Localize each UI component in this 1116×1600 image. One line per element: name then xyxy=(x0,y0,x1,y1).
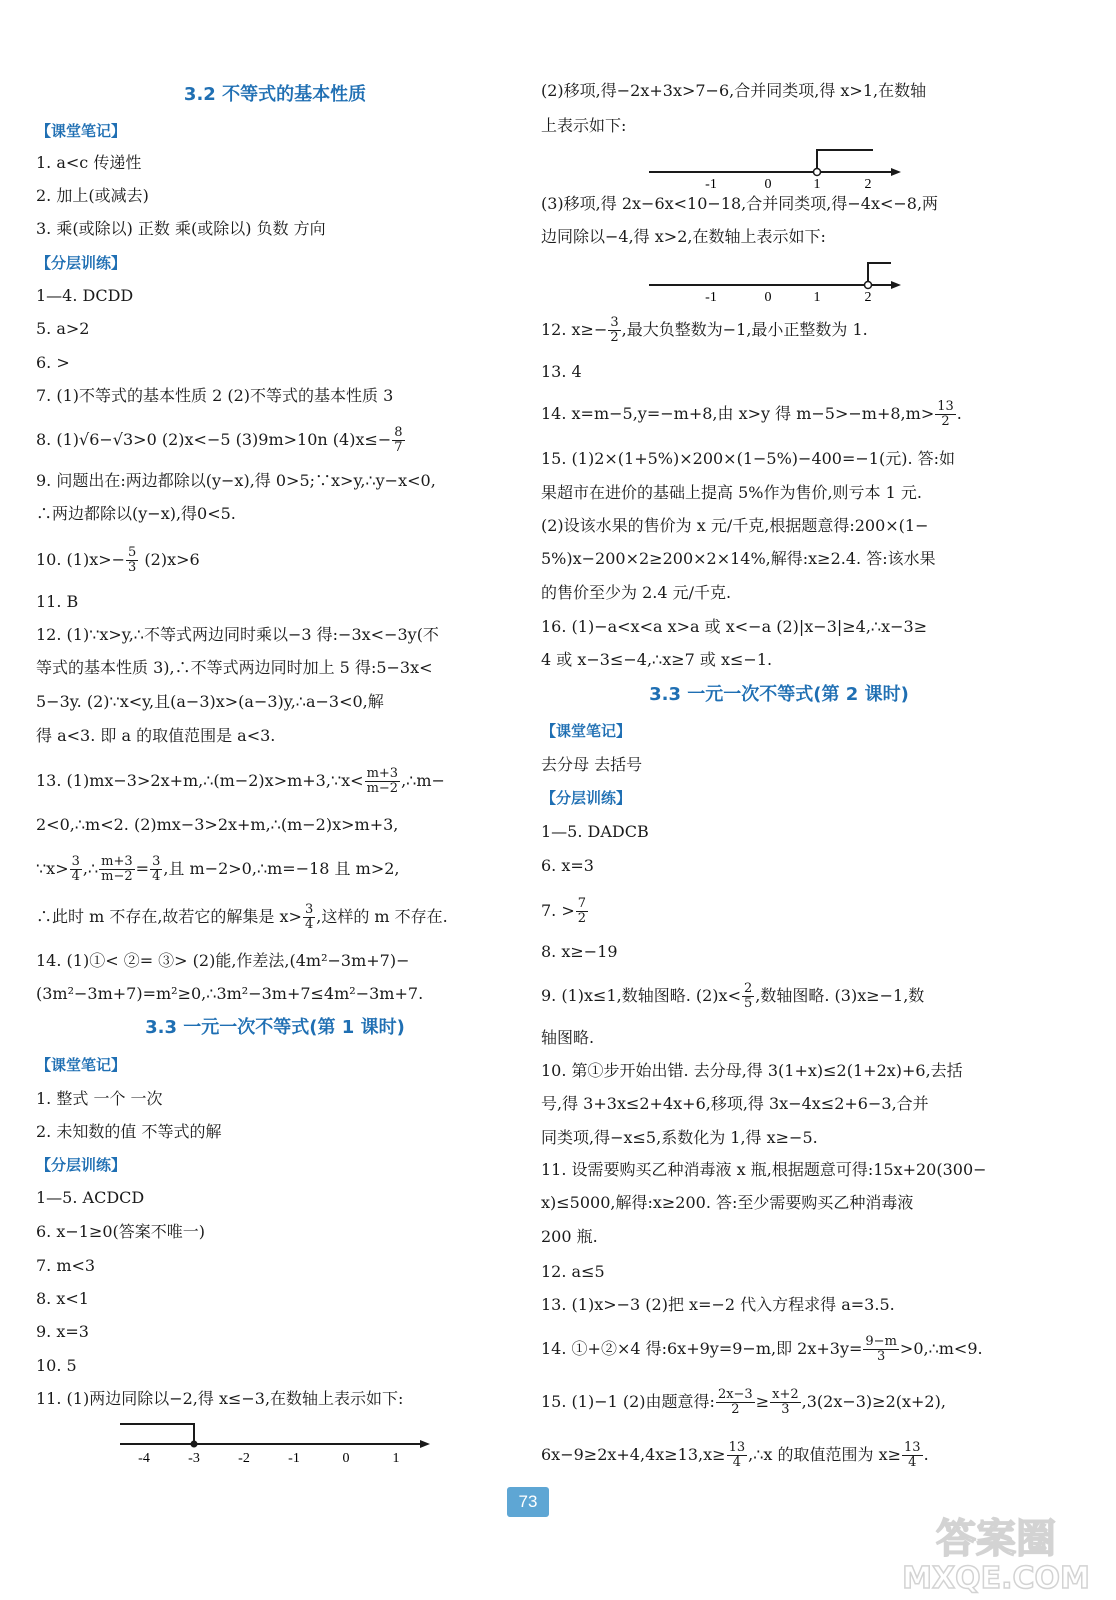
answer-line: 5%)x−200×2≥200×2×14%,解得:x≥2.4. 答:该水果 xyxy=(541,549,936,568)
answer-line xyxy=(36,855,514,884)
fraction xyxy=(770,1388,801,1417)
tick-label: 0 xyxy=(764,290,772,305)
fraction xyxy=(99,855,135,884)
denominator: 4 xyxy=(71,869,80,884)
numerator: 2x−3 xyxy=(717,1387,753,1402)
answer-line: 8. x<1 xyxy=(36,1289,89,1308)
text: ,∴m− xyxy=(401,771,445,790)
fraction xyxy=(935,400,956,429)
fraction xyxy=(392,426,404,455)
text: ,这样的 m 不存在. xyxy=(316,907,448,926)
heading-class-notes: 【课堂笔记】 xyxy=(36,122,127,140)
answer-line: 去分母 去括号 xyxy=(541,755,643,774)
denominator: 3 xyxy=(128,560,137,575)
answer-line xyxy=(36,546,514,575)
text: ≥ xyxy=(755,1392,770,1411)
text: 14. ①+②×4 得:6x+9y=9−m,即 2x+3y= xyxy=(541,1339,863,1358)
watermark-bottom: MXQE.COM xyxy=(902,1561,1090,1596)
answer-line xyxy=(541,1441,1017,1470)
heading-layered-training: 【分层训练】 xyxy=(541,789,632,807)
denominator: 2 xyxy=(731,1402,740,1417)
page-number: 73 xyxy=(507,1487,549,1517)
answer-line: 7. m<3 xyxy=(36,1256,96,1275)
answer-line: 16. (1)−a<x<a x>a 或 x<−a (2)|x−3|≥4,∴x−3≥ xyxy=(541,617,928,636)
answer-line: 5. a>2 xyxy=(36,319,90,338)
tick-label: 1 xyxy=(392,1451,400,1466)
fraction xyxy=(716,1388,755,1417)
denominator: 5 xyxy=(743,996,753,1011)
tick-label: -2 xyxy=(238,1451,250,1466)
answer-line xyxy=(541,400,1017,429)
tick-label: 1 xyxy=(813,290,821,305)
numerator: 3 xyxy=(71,854,80,869)
text: 14. x=m−5,y=−m+8,由 x>y 得 m−5>−m+8,m> xyxy=(541,404,935,423)
tick-label: -3 xyxy=(188,1451,200,1466)
fraction xyxy=(902,1441,923,1470)
answer-line: (3m²−3m+7)=m²≥0,∴3m²−3m+7≤4m²−3m+7. xyxy=(36,984,424,1003)
answer-line: 1—4. DCDD xyxy=(36,286,134,305)
fraction xyxy=(303,903,315,932)
answer-line xyxy=(541,982,1017,1011)
denominator: m−2 xyxy=(101,869,133,884)
answer-line: 12. a≤5 xyxy=(541,1262,605,1281)
section-title-3-3-lesson1: 3.3 一元一次不等式(第 1 课时) xyxy=(145,1017,405,1038)
answer-line: 2. 加上(或减去) xyxy=(36,186,149,205)
answer-line: 11. (1)两边同除以−2,得 x≤−3,在数轴上表示如下: xyxy=(36,1389,404,1408)
text: 10. (1)x>− xyxy=(36,550,126,569)
denominator: 4 xyxy=(732,1455,741,1470)
number-line-x-le-neg3 xyxy=(36,1416,436,1466)
answer-line: 等式的基本性质 3),∴不等式两边同时加上 5 得:5−3x< xyxy=(36,658,433,677)
numerator: 13 xyxy=(904,1440,921,1455)
text: 6x−9≥2x+4,4x≥13,x≥ xyxy=(541,1445,726,1464)
numerator: 8 xyxy=(394,425,403,440)
text: ,最大负整数为−1,最小正整数为 1. xyxy=(621,320,868,339)
watermark-logo xyxy=(898,1506,1094,1596)
answer-line: 2<0,∴m<2. (2)mx−3>2x+m,∴(m−2)x>m+3, xyxy=(36,815,399,834)
tick-label: 2 xyxy=(864,177,872,192)
fraction xyxy=(365,767,401,796)
number-line-x-gt-2 xyxy=(541,255,921,305)
answer-line: 果超市在进价的基础上提高 5%作为售价,则亏本 1 元. xyxy=(541,483,922,502)
answer-line: 1—5. DADCB xyxy=(541,822,649,841)
denominator: 2 xyxy=(577,911,587,926)
answer-line: 号,得 3+3x≤2+4x+6,移项,得 3x−4x≤2+6−3,合并 xyxy=(541,1094,929,1113)
answer-line: 200 瓶. xyxy=(541,1227,598,1246)
text: . xyxy=(923,1445,929,1464)
denominator: m−2 xyxy=(366,781,399,796)
answer-line: 7. (1)不等式的基本性质 2 (2)不等式的基本性质 3 xyxy=(36,386,394,405)
answer-line: 1. a<c 传递性 xyxy=(36,153,142,172)
denominator: 3 xyxy=(781,1402,790,1417)
answer-line: 12. (1)∵x>y,∴不等式两边同时乘以−3 得:−3x<−3y(不 xyxy=(36,625,439,644)
heading-class-notes: 【课堂笔记】 xyxy=(36,1056,127,1074)
answer-line: 8. x≥−19 xyxy=(541,942,618,961)
answer-line: 2. 未知数的值 不等式的解 xyxy=(36,1122,222,1141)
answer-line: ∴两边都除以(y−x),得0<5. xyxy=(36,504,236,523)
tick-label: 1 xyxy=(813,177,821,192)
answer-line: (2)设该水果的售价为 x 元/千克,根据题意得:200×(1− xyxy=(541,516,929,535)
fraction xyxy=(727,1441,748,1470)
answer-line xyxy=(36,903,514,932)
numerator: 3 xyxy=(304,902,314,917)
tick-label: 0 xyxy=(764,177,772,192)
number-line-x-gt-1 xyxy=(541,142,921,192)
heading-layered-training: 【分层训练】 xyxy=(36,254,127,272)
answer-line: 6. x−1≥0(答案不唯一) xyxy=(36,1222,206,1241)
heading-layered-training: 【分层训练】 xyxy=(36,1156,127,1174)
answer-line: 1—5. ACDCD xyxy=(36,1188,145,1207)
denominator: 3 xyxy=(877,1349,886,1364)
answer-line: 13. 4 xyxy=(541,362,582,381)
fraction xyxy=(126,546,138,575)
tick-label: 0 xyxy=(342,1451,350,1466)
text: ,∴x 的取值范围为 x≥ xyxy=(748,1445,902,1464)
text: . xyxy=(956,404,962,423)
answer-line xyxy=(36,767,514,796)
text: ,∴ xyxy=(82,859,99,878)
denominator: 7 xyxy=(394,440,403,455)
text: = xyxy=(135,859,150,878)
answer-line: 的售价至少为 2.4 元/千克. xyxy=(541,583,732,602)
numerator: 3 xyxy=(152,854,161,869)
numerator: 9−m xyxy=(865,1334,897,1349)
denominator: 2 xyxy=(610,330,619,345)
answer-line: 6. > xyxy=(36,353,70,372)
denominator: 4 xyxy=(152,869,161,884)
numerator: 2 xyxy=(743,981,753,996)
fraction xyxy=(742,982,754,1011)
tick-label: -1 xyxy=(288,1451,300,1466)
denominator: 4 xyxy=(908,1455,917,1470)
tick-label: -1 xyxy=(705,177,717,192)
text: 7. > xyxy=(541,901,575,920)
text: 8. (1)√6−√3>0 (2)x<−5 (3)9m>10n (4)x≤− xyxy=(36,430,392,449)
answer-line: 1. 整式 一个 一次 xyxy=(36,1089,163,1108)
text: ,数轴图略. (3)x≥−1,数 xyxy=(755,986,925,1005)
numerator: x+2 xyxy=(772,1387,799,1402)
numerator: 7 xyxy=(577,896,587,911)
answer-line xyxy=(541,316,1017,345)
section-title-3-3-lesson2: 3.3 一元一次不等式(第 2 课时) xyxy=(649,684,909,705)
answer-line: 6. x=3 xyxy=(541,856,594,875)
text: (2)x>6 xyxy=(139,550,200,569)
text: ∴此时 m 不存在,故若它的解集是 x> xyxy=(36,907,302,926)
answer-line: 11. B xyxy=(36,592,79,611)
section-title-3-2: 3.2 不等式的基本性质 xyxy=(183,84,367,105)
answer-line: 4 或 x−3≤−4,∴x≥7 或 x≤−1. xyxy=(541,650,773,669)
answer-line: 得 a<3. 即 a 的取值范围是 a<3. xyxy=(36,726,276,745)
text: ,且 m−2>0,∴m=−18 且 m>2, xyxy=(163,859,400,878)
numerator: 5 xyxy=(128,545,137,560)
answer-line: 5−3y. (2)∵x<y,且(a−3)x>(a−3)y,∴a−3<0,解 xyxy=(36,692,384,711)
numerator: m+3 xyxy=(366,766,399,781)
fraction xyxy=(576,897,588,926)
text: ,3(2x−3)≥2(x+2), xyxy=(801,1392,946,1411)
answer-line xyxy=(36,426,514,455)
answer-line: 9. x=3 xyxy=(36,1322,89,1341)
watermark-top: 答案圈 xyxy=(936,1516,1056,1562)
answer-line: x)≤5000,解得:x≥200. 答:至少需要购买乙种消毒液 xyxy=(541,1193,914,1212)
text: 12. x≥− xyxy=(541,320,608,339)
answer-line: 15. (1)2×(1+5%)×200×(1−5%)−400=−1(元). 答:如 xyxy=(541,449,956,468)
answer-line xyxy=(541,1388,1017,1417)
tick-label: -1 xyxy=(705,290,717,305)
answer-line xyxy=(541,897,1017,926)
denominator: 4 xyxy=(304,917,314,932)
numerator: 13 xyxy=(728,1440,746,1455)
tick-label: -4 xyxy=(138,1451,150,1466)
answer-line: 14. (1)①< ②= ③> (2)能,作差法,(4m²−3m+7)− xyxy=(36,951,410,970)
answer-line: 13. (1)x>−3 (2)把 x=−2 代入方程求得 a=3.5. xyxy=(541,1295,895,1314)
heading-class-notes: 【课堂笔记】 xyxy=(541,722,632,740)
numerator: 3 xyxy=(610,315,619,330)
tick-label: 2 xyxy=(864,290,872,305)
numerator: 13 xyxy=(937,399,954,414)
answer-line: 轴图略. xyxy=(541,1028,595,1047)
answer-line: 10. 5 xyxy=(36,1356,77,1375)
fraction xyxy=(70,855,82,884)
text: >0,∴m<9. xyxy=(899,1339,983,1358)
answer-line: 9. 问题出在:两边都除以(y−x),得 0>5;∵x>y,∴y−x<0, xyxy=(36,471,436,490)
answer-line xyxy=(541,1335,1017,1364)
answer-line: 3. 乘(或除以) 正数 乘(或除以) 负数 方向 xyxy=(36,219,326,238)
text: ∵x> xyxy=(36,859,69,878)
fraction xyxy=(863,1335,899,1364)
answer-line: 同类项,得−x≤5,系数化为 1,得 x≥−5. xyxy=(541,1128,818,1147)
numerator: m+3 xyxy=(101,854,133,869)
answer-line: (2)移项,得−2x+3x>7−6,合并同类项,得 x>1,在数轴 xyxy=(541,81,927,100)
answer-line: (3)移项,得 2x−6x<10−18,合并同类项,得−4x<−8,两 xyxy=(541,194,939,213)
text: 9. (1)x≤1,数轴图略. (2)x< xyxy=(541,986,741,1005)
text: 15. (1)−1 (2)由题意得: xyxy=(541,1392,715,1411)
fraction xyxy=(608,316,620,345)
fraction xyxy=(150,855,162,884)
denominator: 2 xyxy=(941,414,950,429)
text: 13. (1)mx−3>2x+m,∴(m−2)x>m+3,∵x< xyxy=(36,771,364,790)
answer-line: 上表示如下: xyxy=(541,116,627,135)
answer-line: 边同除以−4,得 x>2,在数轴上表示如下: xyxy=(541,227,826,246)
answer-line: 10. 第①步开始出错. 去分母,得 3(1+x)≤2(1+2x)+6,去括 xyxy=(541,1061,963,1080)
answer-line: 11. 设需要购买乙种消毒液 x 瓶,根据题意可得:15x+20(300− xyxy=(541,1160,987,1179)
